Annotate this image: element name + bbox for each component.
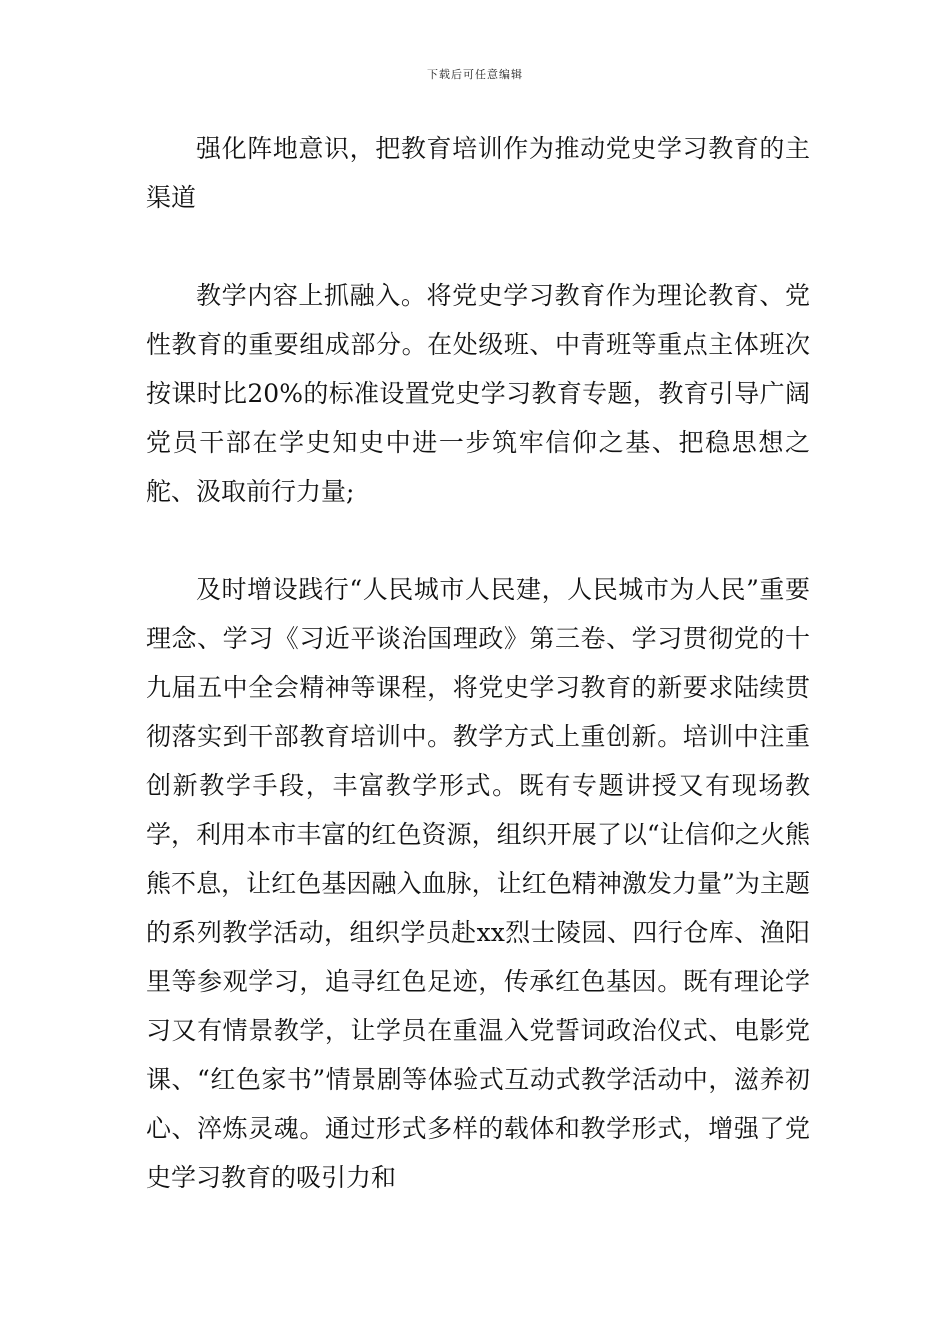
paragraph-spacer xyxy=(146,222,810,271)
section-heading: 强化阵地意识，把教育培训作为推动党史学习教育的主渠道 xyxy=(146,134,810,212)
paragraph-2: 及时增设践行“人民城市人民建，人民城市为人民”重要理念、学习《习近平谈治国理政》第三卷、学习贯彻党的十九届五中全会精神等课程，将党史学习教育的新要求陆续贯彻落实到干部教育培训中。教学方式上重创新。培训中注重创新教学手段，丰富教学形式。既有专题讲授又有现场教学，利用本市丰富的红色资源，组织开展了以“让信仰之火熊熊不息，让红色基因融入血脉，让红色精神激发力量”为主题的系列教学活动，组织学员赴xx烈士陵园、四行仓库、渔阳里等参观学习，追寻红色足迹，传承红色基因。既有理论学习又有情景教学，让学员在重温入党誓词政治仪式、电影党课、“红色家书”情景剧等体验式互动式教学活动中，滋养初心、淬炼灵魂。通过形式多样的载体和教学形式，增强了党史学习教育的吸引力和 xyxy=(146,575,810,1192)
header-note: 下载后可任意编辑 xyxy=(427,68,523,81)
paragraph-spacer xyxy=(146,516,810,565)
paragraph-1: 教学内容上抓融入。将党史学习教育作为理论教育、党性教育的重要组成部分。在处级班、中青班等重点主体班次按课时比20%的标准设置党史学习教育专题，教育引导广阔党员干部在学史知史中进一步筑牢信仰之基、把稳思想之舵、汲取前行力量; xyxy=(146,281,810,506)
document-body xyxy=(146,124,810,1202)
